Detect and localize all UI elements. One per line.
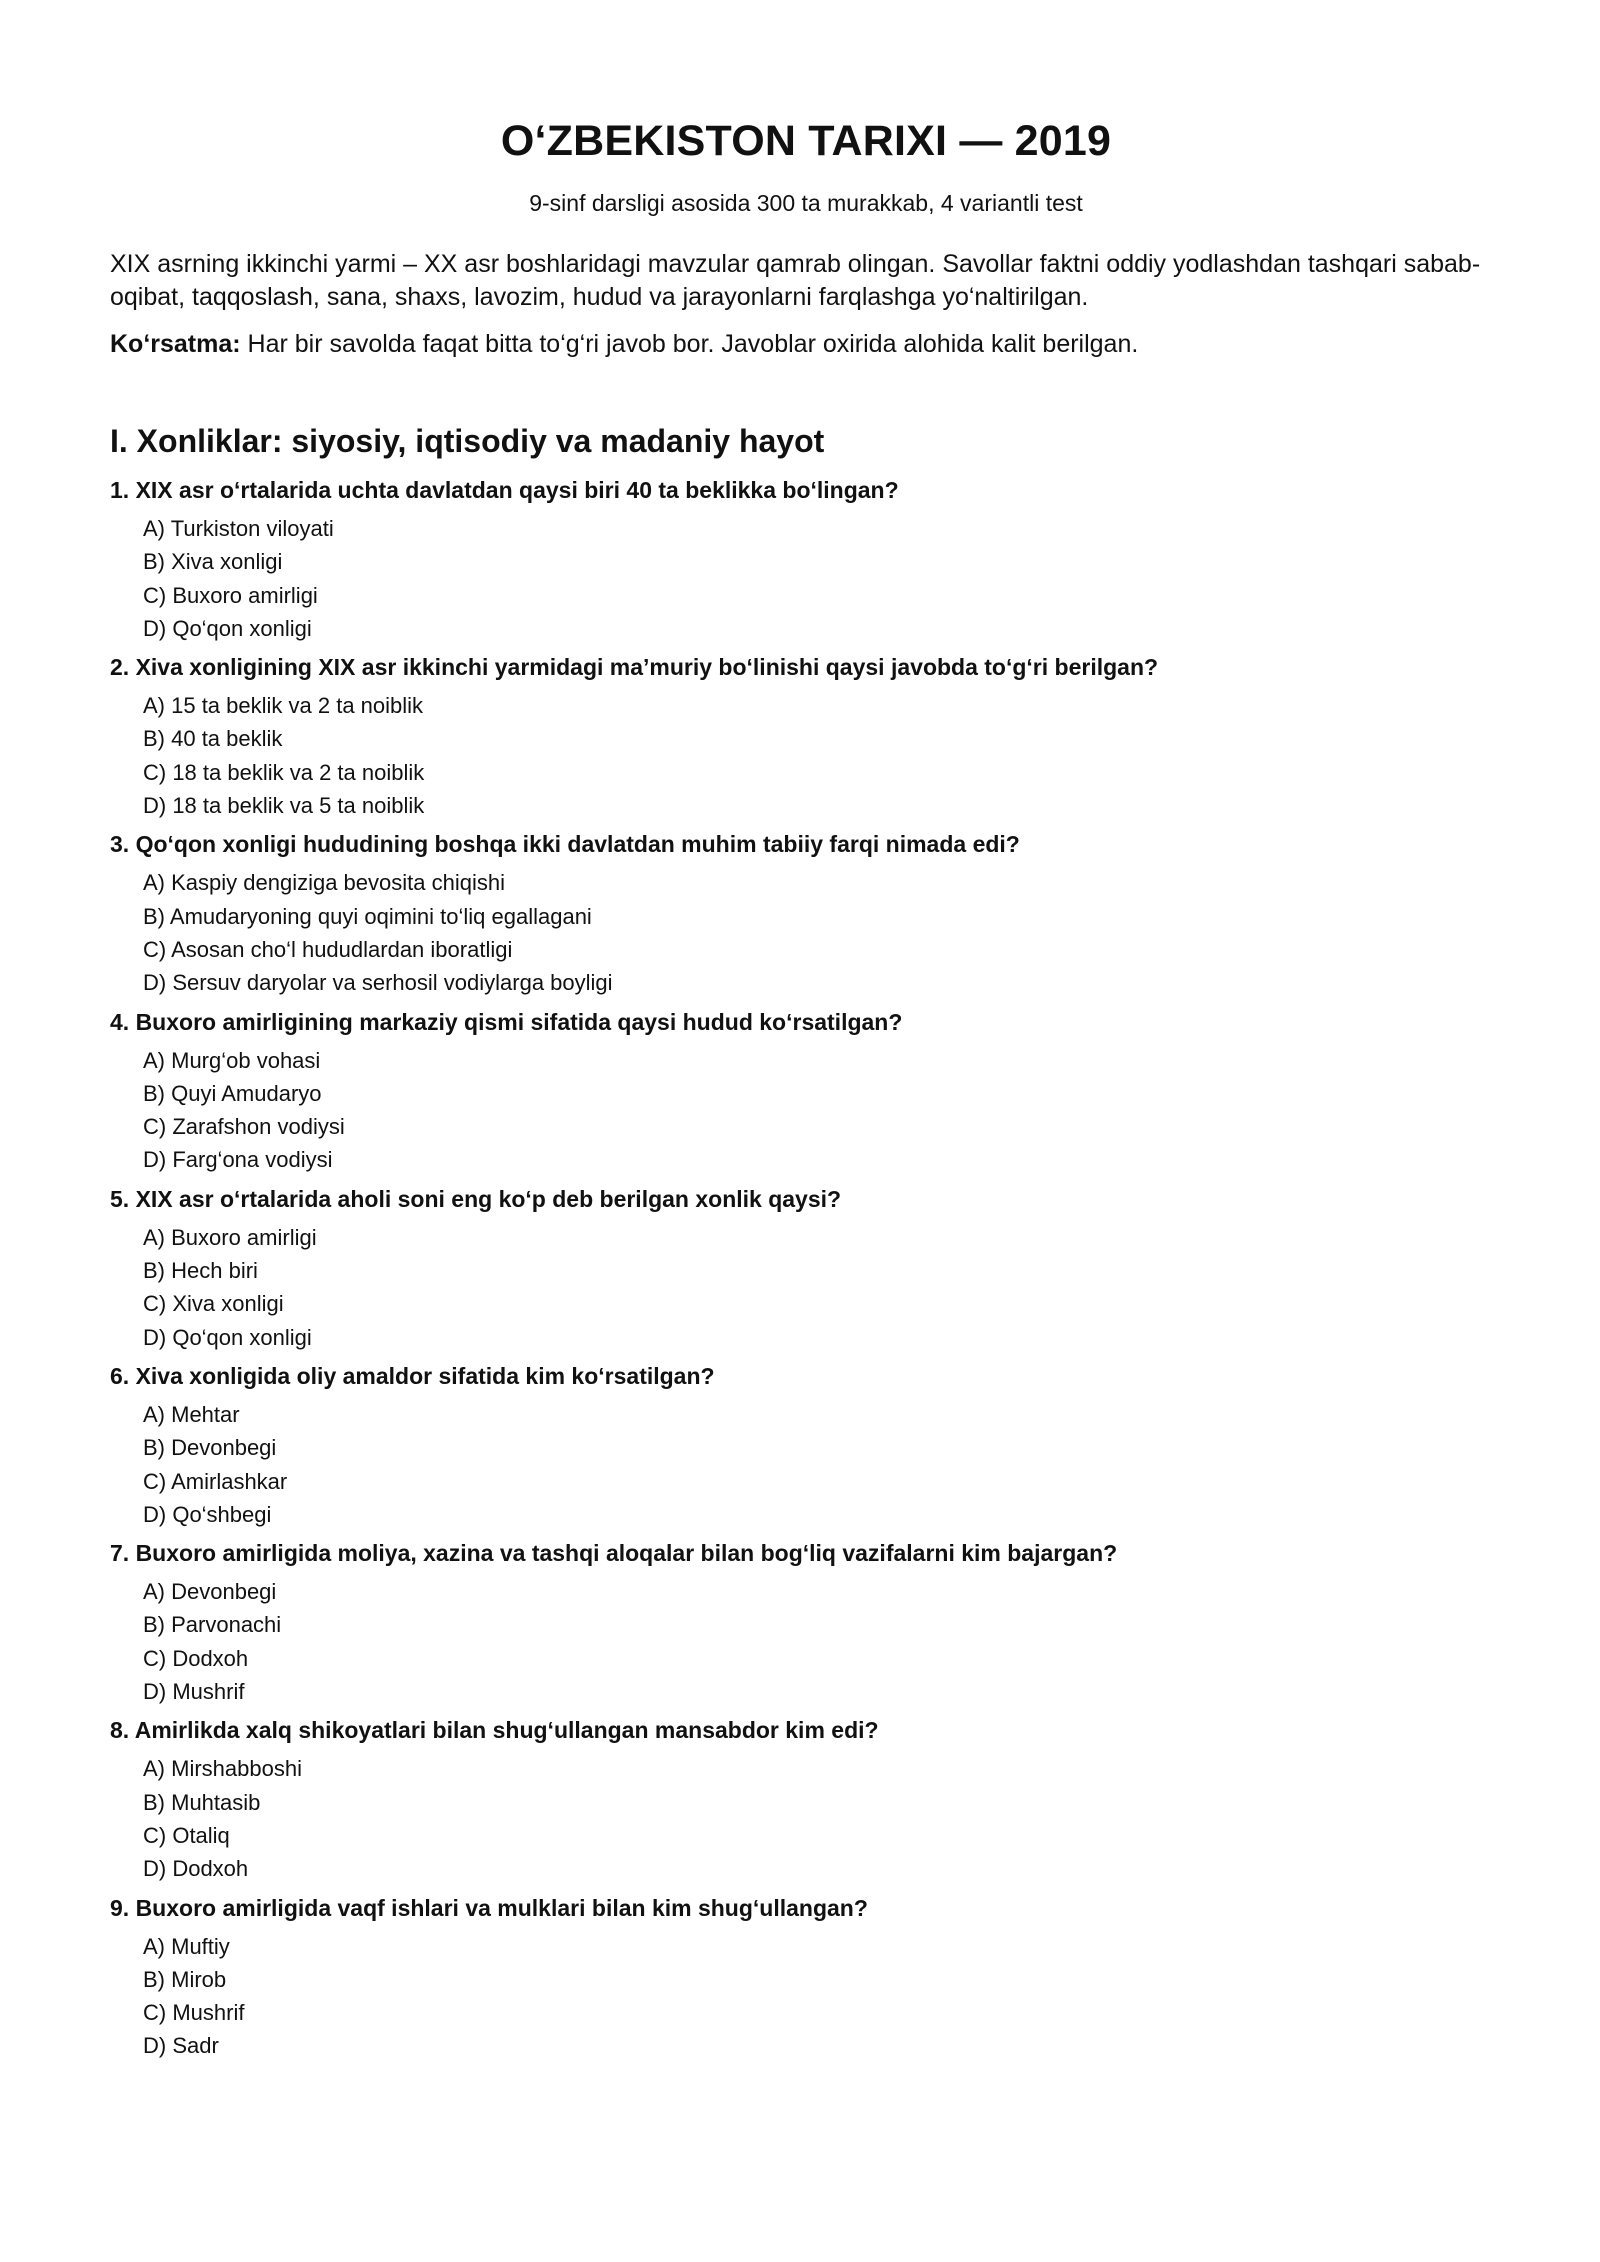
question-item [110,827,1502,999]
question-text: 1. XIX asr o‘rtalarida uchta davlatdan qaysi biri 40 ta beklikka bo‘lingan? [110,477,899,503]
answer-option: B) Parvonachi [143,1612,282,1638]
question-text: 4. Buxoro amirligining markaziy qismi sifatida qaysi hudud ko‘rsatilgan? [110,1008,903,1035]
intro-paragraph: XIX asrning ikkinchi yarmi – XX asr boshlaridagi mavzular qamrab olingan. Savollar faktni oddiy yodlashdan tashqari sabab-oqibat, taqqoslash, sana, shaxs, lavozim, hudud va jarayonlarni farqlashga yo‘naltirilgan. [110,250,1481,311]
answer-option: B) Devonbegi [143,1435,277,1461]
answer-option: B) 40 ta beklik [143,726,283,752]
answer-options [143,866,1502,999]
question-item [110,1359,1502,1531]
question-text: 6. Xiva xonligida oliy amaldor sifatida kim ko‘rsatilgan? [110,1362,715,1389]
question-item [110,1713,1502,1885]
answer-option: C) 18 ta beklik va 2 ta noiblik [143,759,425,785]
answer-option: A) Muftiy [143,1933,230,1959]
answer-options [143,1575,1502,1708]
answer-option: D) Qo‘shbegi [143,1501,272,1527]
answer-option: B) Mirob [143,1966,227,1992]
document-page [110,0,1502,2068]
question-item [110,1536,1502,1708]
answer-option: C) Zarafshon vodiysi [143,1114,345,1140]
question-text: 2. Xiva xonligining XIX asr ikkinchi yarmidagi ma’muriy bo‘linishi qaysi javobda to‘g‘ri berilgan? [110,654,1159,681]
answer-option: A) 15 ta beklik va 2 ta noiblik [143,693,424,719]
question-item [110,1005,1502,1177]
question-text: 3. Qo‘qon xonligi hududining boshqa ikki davlatdan muhim tabiiy farqi nimada edi? [110,831,1020,858]
answer-option: C) Asosan cho‘l hududlardan iboratligi [143,936,513,962]
answer-option: B) Quyi Amudaryo [143,1080,322,1106]
answer-option: D) 18 ta beklik va 5 ta noiblik [143,793,425,819]
instruction-text: Har bir savolda faqat bitta to‘g‘ri javob bor. Javoblar oxirida alohida kalit berilgan. [240,330,1139,358]
answer-option: B) Muhtasib [143,1789,261,1815]
question-text: 7. Buxoro amirligida moliya, xazina va tashqi aloqalar bilan bog‘liq vazifalarni kim bajargan? [110,1540,1118,1567]
answer-option: A) Buxoro amirligi [143,1224,317,1250]
question-text: 8. Amirlikda xalq shikoyatlari bilan shug‘ullangan mansabdor kim edi? [110,1717,879,1744]
answer-option: D) Qo‘qon xonligi [143,1324,312,1350]
answer-option: C) Mushrif [143,2000,245,2026]
answer-option: A) Murg‘ob vohasi [143,1047,321,1073]
document-subtitle: 9-sinf darsligi asosida 300 ta murakkab, 4 variantli test [529,190,1083,216]
answer-option: A) Turkiston viloyati [143,516,334,541]
answer-option: B) Amudaryoning quyi oqimini to‘liq egallagani [143,903,592,929]
answer-options [143,1044,1502,1177]
question-item [110,650,1502,822]
answer-option: A) Devonbegi [143,1579,277,1605]
answer-options [143,689,1502,822]
answer-option: B) Xiva xonligi [143,549,283,575]
answer-option: D) Mushrif [143,1679,245,1705]
answer-option: D) Qo‘qon xonligi [143,615,312,641]
answer-option: D) Sersuv daryolar va serhosil vodiylarga boyligi [143,970,613,996]
answer-option: C) Buxoro amirligi [143,582,318,608]
document-title: O‘ZBEKISTON TARIXI — 2019 [500,117,1112,165]
instruction-label: Ko‘rsatma: [110,330,241,358]
answer-option: D) Farg‘ona vodiysi [143,1147,333,1173]
instruction-paragraph [110,328,1502,361]
answer-option: B) Hech biri [143,1258,258,1284]
answer-option: C) Otaliq [143,1822,230,1848]
question-item [110,473,1502,645]
question-item [110,1182,1502,1354]
answer-options [143,1752,1502,1885]
answer-options [143,512,1502,645]
question-list [110,473,1502,2063]
answer-option: C) Amirlashkar [143,1468,288,1494]
section-title: I. Xonliklar: siyosiy, iqtisodiy va madaniy hayot [110,423,825,459]
answer-option: A) Mehtar [143,1401,240,1427]
answer-option: D) Dodxoh [143,1856,249,1882]
answer-options [143,1221,1502,1354]
question-item [110,1891,1502,2063]
answer-option: C) Dodxoh [143,1645,249,1671]
question-text: 5. XIX asr o‘rtalarida aholi soni eng ko‘p deb berilgan xonlik qaysi? [110,1185,842,1212]
question-text: 9. Buxoro amirligida vaqf ishlari va mulklari bilan kim shug‘ullangan? [110,1894,868,1921]
answer-options [143,1930,1502,2063]
answer-option: D) Sadr [143,2033,219,2059]
answer-options [143,1398,1502,1531]
answer-option: C) Xiva xonligi [143,1291,284,1317]
answer-option: A) Mirshabboshi [143,1756,302,1782]
answer-option: A) Kaspiy dengiziga bevosita chiqishi [143,870,505,896]
